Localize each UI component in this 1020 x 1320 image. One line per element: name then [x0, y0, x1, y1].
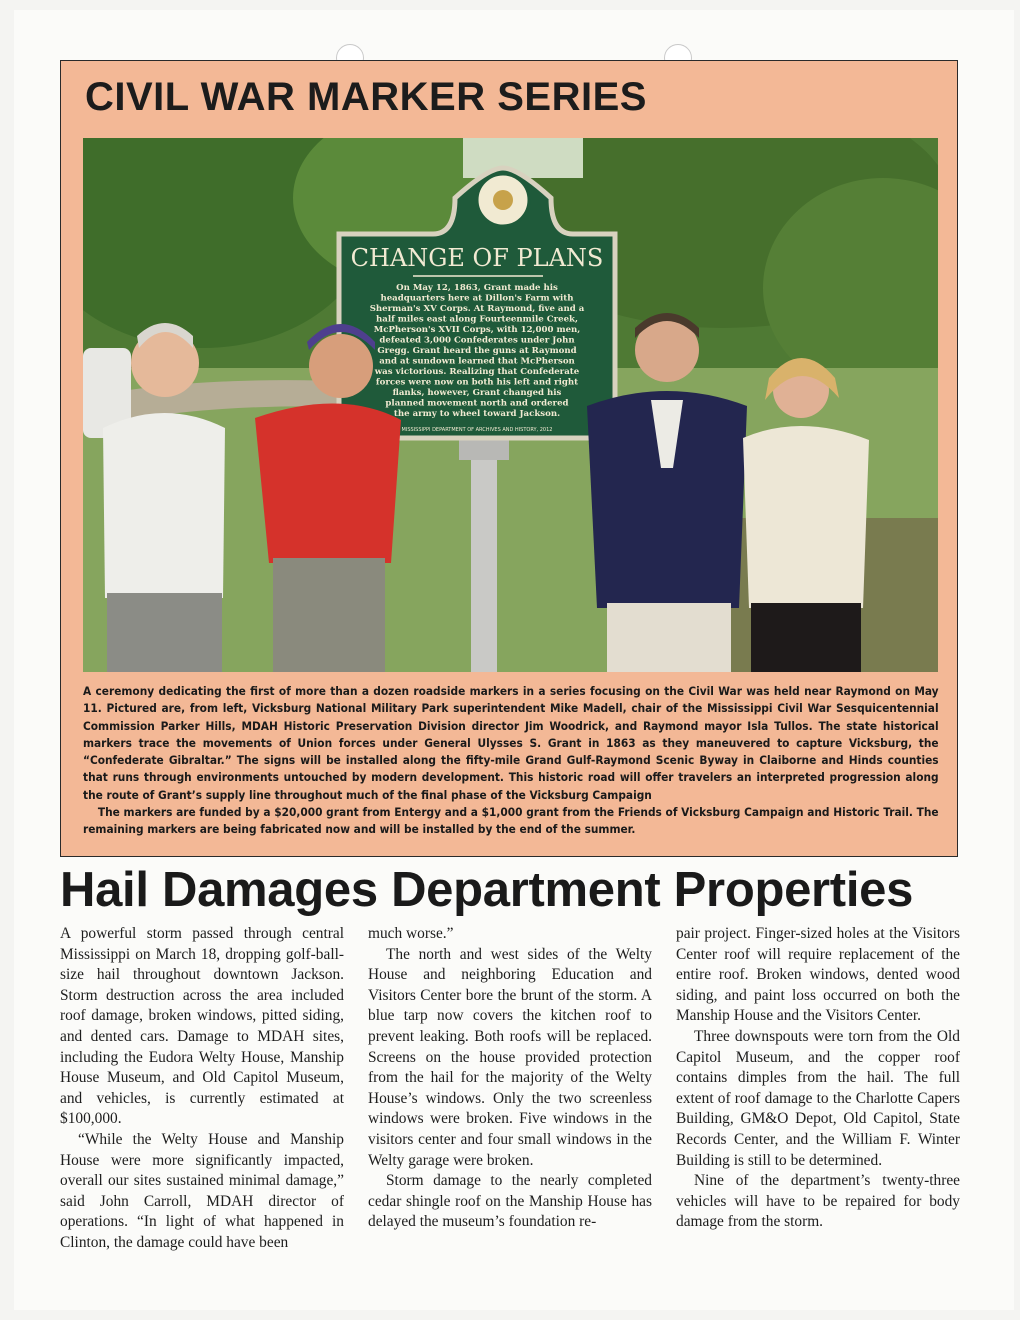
article-paragraph: Three downspouts were torn from the Old Capitol Museum, and the copper roof contains dimples from the hail. The full extent of roof damage to the Charlotte Capers Building, GM&O Depot, Old Capitol, State Records Center, and the William F. Winter Building is still to be determined.	[676, 1027, 960, 1169]
sign-text-line: forces were now on both his left and right	[375, 377, 579, 388]
sign-text-line: McPherson's XVII Corps, with 12,000 men,	[373, 325, 581, 335]
sign-text-line: headquarters here at Dillon's Farm with	[380, 293, 574, 304]
article-column-2	[368, 924, 652, 1254]
sign-text-line: half miles east along Fourteenmile Creek,	[376, 314, 578, 325]
article-paragraph: pair project. Finger-sized holes at the Visitors Center roof will require replacement of the entire roof. Broken windows, dented wood siding, and paint loss occurred on both the Manship House and the Visitors Center.	[676, 925, 960, 1025]
article-column-3	[676, 924, 960, 1254]
sign-text-line: On May 12, 1863, Grant made his	[396, 283, 558, 293]
article-paragraph: much worse.”	[368, 925, 454, 942]
sign-text-line: the army to wheel toward Jackson.	[393, 409, 561, 419]
article-paragraph: The north and west sides of the Welty House and neighboring Education and Visitors Center bore the brunt of the storm. A blue tarp now covers the kitchen roof to prevent leaking. Both roofs will be replaced. Screens on the house provided protection from the hail for the majority of the Welty House’s windows. Only the two screenless windows were broken. Five windows in the visitors center and four small windows in the Welty garage were broken.	[368, 945, 652, 1169]
sign-footer: MISSISSIPPI DEPARTMENT OF ARCHIVES AND HISTORY, 2012	[401, 427, 553, 433]
caption-paragraph-2: The markers are funded by a $20,000 grant from Entergy and a $1,000 grant from the Friends of Vicksburg Campaign and Historic Trail. The remaining markers are being fabricated now and will be installed by the end of the summer.	[83, 805, 939, 837]
section-title: CIVIL WAR MARKER SERIES	[85, 75, 647, 119]
sign-text-line: Sherman's XV Corps. At Raymond, five and a	[369, 304, 585, 314]
photo-caption	[83, 683, 939, 839]
article-headline: Hail Damages Department Properties	[60, 863, 914, 917]
article-paragraph: “While the Welty House and Manship House were more significantly impacted, overall our sites sustained minimal damage,” said John Carroll, MDAH director of operations. “In light of what happened in Clinton, the damage could have been	[60, 1130, 344, 1251]
article-paragraph: Nine of the department’s twenty-three vehicles will have to be repaired for body damage from the storm.	[676, 1172, 960, 1231]
sign-text-line: and at sundown learned that McPherson	[379, 356, 575, 367]
sign-text-line: was victorious. Realizing that Confederate	[374, 367, 580, 377]
article-body	[60, 924, 960, 1254]
sign-text-line: defeated 3,000 Confederates under John	[379, 335, 575, 346]
sign-text-line: planned movement north and ordered	[385, 398, 569, 409]
ceremony-photo	[83, 138, 938, 672]
caption-paragraph-1: A ceremony dedicating the first of more than a dozen roadside markers in a series focusing on the Civil War was held near Raymond on May 11. Pictured are, from left, Vicksburg National Military Park superintendent Mike Madell, chair of the Mississippi Civil War Sesquicentennial Commission Parker Hills, MDAH Historic Preservation Division director Jim Woodrick, and Raymond mayor Isla Tullos. The state historical markers trace the movements of Union forces under General Ulysses S. Grant in 1863 as they maneuvered to capture Vicksburg, the “Confederate Gibraltar.” The signs will be installed along the fifty-mile Grand Gulf-Raymond Scenic Byway in Claiborne and Hinds counties that runs through environments untouched by modern development. This historic road will offer travelers an interpreted progression along the route of Grant’s supply line throughout much of the final phase of the Vicksburg Campaign	[83, 684, 939, 802]
civil-war-marker-section	[60, 60, 958, 857]
article-column-1	[60, 924, 344, 1254]
sign-title: CHANGE OF PLANS	[350, 244, 604, 272]
sign-text-line: Gregg. Grant heard the guns at Raymond	[377, 346, 577, 356]
article-paragraph: Storm damage to the nearly completed cedar shingle roof on the Manship House has delayed the museum’s foundation re-	[368, 1172, 652, 1231]
sign-text-line: flanks, however, Grant changed his	[392, 388, 562, 398]
article-paragraph: A powerful storm passed through central Mississippi on March 18, dropping golf-ball-size hail throughout downtown Jackson. Storm destruction across the area included roof damage, broken windows, pitted siding, and dented cars. Damage to MDAH sites, including the Eudora Welty House, Manship House Museum, and Old Capitol Museum, and vehicles, is currently estimated at $100,000.	[60, 925, 344, 1128]
